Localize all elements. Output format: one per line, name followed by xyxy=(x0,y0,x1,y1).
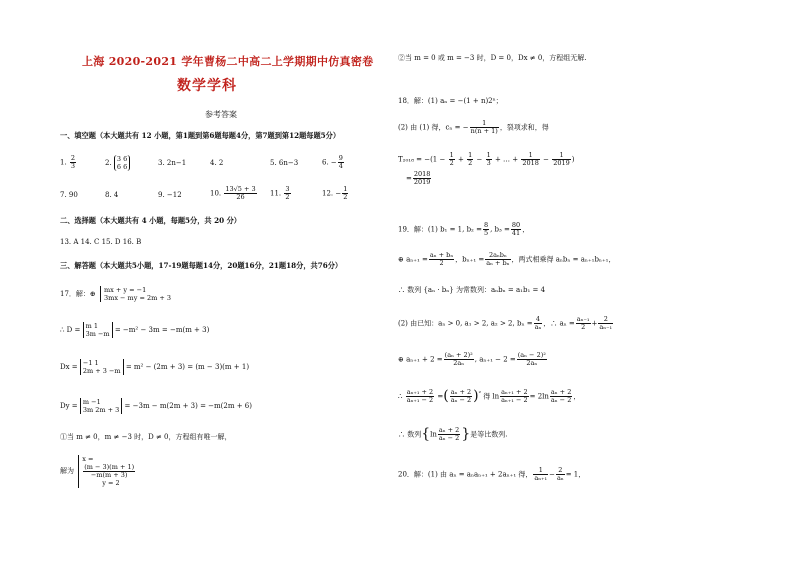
choice-answers: 13. A 14. C 15. D 16. B xyxy=(60,238,142,246)
answer-6: 6. − $\frac{9}{4}$ xyxy=(322,154,343,170)
q18-part1: 18．解：(1) aₙ = −(1 + n)2ⁿ； xyxy=(398,97,503,105)
q19-geometric: ∴ 数列{ln $\frac{\text{aₙ + 2}}{\text{aₙ − 2}}$ }是等比数列. xyxy=(398,426,508,442)
q17-system: 17．解：⊕ mx + y = −1 3mx − my = 2m + 3 xyxy=(60,286,171,302)
det-Dy: Dy = m −1 3m 2m + 3 = −3m − m(2m + 3) = −m(2m + 6) xyxy=(60,398,252,414)
answer-5: 5. 6n−3 xyxy=(270,159,299,167)
q19-log: ∴ $\frac{\text{aₙ₊₁ + 2}}{\text{aₙ₊₁ − 2}}$ =( $\frac{\text{aₙ + 2}}{\text{aₙ − 2}}$ )$^{^2}$ 得 ln $\frac{\text{aₙ₊₁ + 2}}{\text{aₙ₊₁ − 2}}$ = 2ln $\frac{\text{aₙ + 2}}{\text{aₙ − 2}}$ ， xyxy=(398,388,581,404)
answer-4: 4. 2 xyxy=(210,159,224,167)
paper-title: 上海 2020-2021 学年曹杨二中高二上学期期中仿真密卷 xyxy=(82,55,374,68)
answer-label: 参考答案 xyxy=(205,110,237,119)
answer-1: 1. $\frac{2}{3}$ xyxy=(60,154,76,170)
answer-8: 8. 4 xyxy=(105,191,119,199)
q19-recurrence: ⊕ aₙ₊₁ = $\frac{\text{aₙ + bₙ}}{2}$ ，bₙ₊₁ = $\frac{\text{2aₙbₙ}}{\text{aₙ + bₙ}}$ ，两式相乘得 aₙbₙ = aₙ₊₁bₙ₊₁， xyxy=(398,251,616,267)
q20-part1: 20．解：(1) 由 aₙ = aₙaₙ₊₁ + 2aₙ₊₁ 得， $\frac{1}{\text{aₙ₊₁}}$ − $\frac{2}{\text{aₙ}}$ = 1， xyxy=(398,466,586,482)
answer-7: 7. 90 xyxy=(60,191,78,199)
paper-subject: 数学学科 xyxy=(177,78,237,94)
q17-case1: ①当 m ≠ 0，m ≠ −3 时，D ≠ 0，方程组有唯一解， xyxy=(60,433,232,441)
answer-2: 2. 3 6 6 6 xyxy=(105,155,130,171)
section2-heading: 二、选择题（本大题共有 4 小题，每题5分，共 20 分） xyxy=(60,216,241,225)
det-Dx: Dx = −1 1 2m + 3 −m = m² − (2m + 3) = (m − 3)(m + 1) xyxy=(60,359,250,375)
answer-12: 12. − $\frac{1}{2}$ xyxy=(322,185,348,201)
q17-solution: 解为 x = (m − 3)(m + 1) −m(m + 3) y = 2 xyxy=(60,455,135,487)
answer-9: 9. −12 xyxy=(158,191,182,199)
det-D: ∴ D = m 1 3m −m = −m² − 3m = −m(m + 3) xyxy=(60,322,210,338)
section1-heading: 一、填空题（本大题共有 12 小题，第1题到第6题每题4分，第7题到第12题每题5分） xyxy=(60,131,341,140)
answer-3: 3. 2n−1 xyxy=(158,159,187,167)
section3-heading: 三、解答题（本大题共5小题，17-19题每题14分，20题16分，21题18分，共76分） xyxy=(60,261,343,270)
q18-sum: T₂₀₁₈ = −(1 − $\frac{1}{2}$ + $\frac{1}{2}$ − $\frac{1}{3}$ + … + $\frac{1}{2018}$ − $\frac{1}{2019}$ ) xyxy=(398,151,575,167)
answer-10: 10. $\frac{13√5 + 3}{26}$ xyxy=(210,185,256,201)
q18-part2: (2) 由 (1) 得，cₙ = − $\frac{1}{n(n + 1)}$ ，裂项求和，得 xyxy=(398,119,549,135)
q18-result: = $\frac{2018}{2019}$ xyxy=(406,170,431,186)
q17-case2: ②当 m = 0 或 m = −3 时，D = 0，Dx ≠ 0，方程组无解. xyxy=(398,54,587,62)
answer-11: 11. $\frac{3}{2}$ xyxy=(270,185,290,201)
q19-part2: (2) 由已知：aₙ > 0, a₁ > 2, a₂ > 2, bₙ = $\frac{4}{\text{aₙ}}$ ，∴ aₙ = $\frac{\text{aₙ₋₁}}{2}$ + $\frac{2}{\text{aₙ₋₁}}$ xyxy=(398,315,613,331)
q19-constant: ∴ 数列 {aₙ · bₙ} 为常数列：aₙbₙ = a₁b₁ = 4 xyxy=(398,286,546,294)
q19-part1: 19．解：(1) b₁ = 1, b₂ = $\frac{8}{5}$ , b₃ = $\frac{80}{41}$ ， xyxy=(398,221,530,237)
q19-squares: ⊕ aₙ₊₁ + 2 = $\frac{\text{(aₙ + 2)²}}{\text{2aₙ}}$ , aₙ₊₁ − 2 = $\frac{\text{(aₙ − 2)²}}{\text{2aₙ}}$ xyxy=(398,351,546,367)
